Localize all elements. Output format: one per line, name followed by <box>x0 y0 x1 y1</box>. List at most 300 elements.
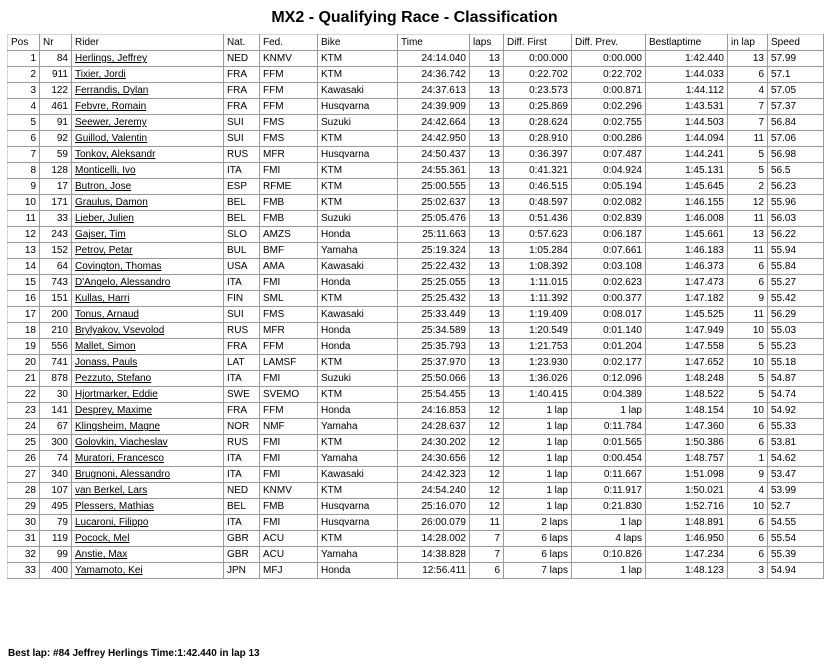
cell-speed: 54.74 <box>768 387 824 403</box>
cell-rider <box>72 339 224 355</box>
cell-diff-first: 0:22.702 <box>504 67 572 83</box>
rider-link[interactable]: Klingsheim, Magne <box>75 421 161 432</box>
cell-nat: RUS <box>224 147 260 163</box>
cell-bestlaptime: 1:47.182 <box>646 291 728 307</box>
column-header-rider: Rider <box>72 35 224 51</box>
cell-bike: Yamaha <box>318 243 398 259</box>
cell-diff-prev: 0:01.565 <box>572 435 646 451</box>
cell-fed: ACU <box>260 547 318 563</box>
column-header-laps: laps <box>470 35 504 51</box>
cell-speed: 56.5 <box>768 163 824 179</box>
cell-diff-first: 1:19.409 <box>504 307 572 323</box>
rider-link[interactable]: Muratori, Francesco <box>75 453 164 464</box>
cell-bike: KTM <box>318 195 398 211</box>
cell-diff-first: 0:46.515 <box>504 179 572 195</box>
table-row <box>8 355 824 371</box>
cell-laps: 7 <box>470 547 504 563</box>
cell-nat: FRA <box>224 99 260 115</box>
table-row <box>8 291 824 307</box>
cell-speed: 55.42 <box>768 291 824 307</box>
cell-diff-first: 1 lap <box>504 467 572 483</box>
table-row <box>8 131 824 147</box>
rider-link[interactable]: Brylyakov, Vsevolod <box>75 325 165 336</box>
rider-link[interactable]: Lieber, Julien <box>75 213 134 224</box>
cell-diff-prev: 0:11.917 <box>572 483 646 499</box>
cell-nat: NOR <box>224 419 260 435</box>
cell-pos: 20 <box>8 355 40 371</box>
cell-rider <box>72 483 224 499</box>
cell-pos: 6 <box>8 131 40 147</box>
cell-nr: 200 <box>40 307 72 323</box>
cell-speed: 55.54 <box>768 531 824 547</box>
cell-time: 25:25.432 <box>398 291 470 307</box>
rider-link[interactable]: D'Angelo, Alessandro <box>75 277 171 288</box>
cell-bike: Honda <box>318 275 398 291</box>
cell-bestlaptime: 1:48.757 <box>646 451 728 467</box>
cell-nat: ITA <box>224 515 260 531</box>
cell-diff-first: 1:36.026 <box>504 371 572 387</box>
cell-nr: 122 <box>40 83 72 99</box>
cell-bestlaptime: 1:47.949 <box>646 323 728 339</box>
cell-bestlaptime: 1:48.891 <box>646 515 728 531</box>
cell-diff-prev: 0:02.177 <box>572 355 646 371</box>
rider-link[interactable]: Tonus, Arnaud <box>75 309 139 320</box>
cell-fed: ACU <box>260 531 318 547</box>
cell-nat: SUI <box>224 131 260 147</box>
cell-rider <box>72 259 224 275</box>
cell-rider <box>72 451 224 467</box>
cell-pos: 18 <box>8 323 40 339</box>
cell-pos: 32 <box>8 547 40 563</box>
cell-diff-prev: 0:01.140 <box>572 323 646 339</box>
cell-rider <box>72 179 224 195</box>
cell-speed: 55.84 <box>768 259 824 275</box>
cell-in-lap: 5 <box>728 371 768 387</box>
cell-bike: Husqvarna <box>318 147 398 163</box>
cell-time: 12:56.411 <box>398 563 470 579</box>
cell-laps: 12 <box>470 403 504 419</box>
cell-rider <box>72 499 224 515</box>
rider-link[interactable]: Yamamoto, Kei <box>75 565 143 576</box>
cell-time: 24:14.040 <box>398 51 470 67</box>
column-header-speed: Speed <box>768 35 824 51</box>
table-row <box>8 307 824 323</box>
cell-fed: FMI <box>260 451 318 467</box>
column-header-nat: Nat. <box>224 35 260 51</box>
cell-in-lap: 11 <box>728 307 768 323</box>
cell-nr: 91 <box>40 115 72 131</box>
cell-time: 25:11.663 <box>398 227 470 243</box>
cell-nat: ITA <box>224 163 260 179</box>
cell-nat: SLO <box>224 227 260 243</box>
cell-pos: 21 <box>8 371 40 387</box>
cell-bike: Yamaha <box>318 547 398 563</box>
cell-in-lap: 10 <box>728 355 768 371</box>
classification-table <box>7 34 824 579</box>
cell-speed: 56.03 <box>768 211 824 227</box>
cell-diff-prev: 0:11.667 <box>572 467 646 483</box>
table-row <box>8 195 824 211</box>
cell-bestlaptime: 1:47.234 <box>646 547 728 563</box>
cell-fed: FMI <box>260 163 318 179</box>
cell-nat: JPN <box>224 563 260 579</box>
cell-bestlaptime: 1:44.241 <box>646 147 728 163</box>
cell-pos: 19 <box>8 339 40 355</box>
cell-time: 25:19.324 <box>398 243 470 259</box>
table-row <box>8 115 824 131</box>
cell-time: 24:28.637 <box>398 419 470 435</box>
cell-nr: 74 <box>40 451 72 467</box>
rider-link[interactable]: Hjortmarker, Eddie <box>75 389 158 400</box>
cell-diff-prev: 0:22.702 <box>572 67 646 83</box>
rider-link[interactable]: Monticelli, Ivo <box>75 165 136 176</box>
cell-rider <box>72 131 224 147</box>
cell-speed: 54.55 <box>768 515 824 531</box>
cell-time: 14:38.828 <box>398 547 470 563</box>
table-row <box>8 51 824 67</box>
cell-fed: SVEMO <box>260 387 318 403</box>
cell-diff-prev: 0:07.487 <box>572 147 646 163</box>
cell-pos: 10 <box>8 195 40 211</box>
cell-laps: 13 <box>470 339 504 355</box>
rider-link[interactable]: van Berkel, Lars <box>75 485 148 496</box>
cell-nr: 340 <box>40 467 72 483</box>
cell-in-lap: 4 <box>728 83 768 99</box>
rider-link[interactable]: Seewer, Jeremy <box>75 117 147 128</box>
cell-bestlaptime: 1:50.021 <box>646 483 728 499</box>
cell-pos: 15 <box>8 275 40 291</box>
rider-link[interactable]: Golovkin, Viacheslav <box>75 437 168 448</box>
cell-fed: FMI <box>260 435 318 451</box>
cell-time: 24:39.909 <box>398 99 470 115</box>
rider-link[interactable]: Graulus, Damon <box>75 197 148 208</box>
cell-diff-prev: 0:00.454 <box>572 451 646 467</box>
cell-bestlaptime: 1:44.094 <box>646 131 728 147</box>
cell-diff-first: 1 lap <box>504 451 572 467</box>
table-row <box>8 67 824 83</box>
cell-nr: 243 <box>40 227 72 243</box>
cell-in-lap: 12 <box>728 195 768 211</box>
cell-rider <box>72 163 224 179</box>
cell-diff-first: 0:28.624 <box>504 115 572 131</box>
cell-bestlaptime: 1:47.652 <box>646 355 728 371</box>
cell-nat: BUL <box>224 243 260 259</box>
cell-nat: BEL <box>224 211 260 227</box>
rider-link[interactable]: Kullas, Harri <box>75 293 130 304</box>
column-header-fed: Fed. <box>260 35 318 51</box>
cell-speed: 53.47 <box>768 467 824 483</box>
column-header-in-lap: in lap <box>728 35 768 51</box>
table-row <box>8 419 824 435</box>
cell-bestlaptime: 1:45.645 <box>646 179 728 195</box>
cell-diff-prev: 0:00.000 <box>572 51 646 67</box>
cell-nat: RUS <box>224 323 260 339</box>
cell-diff-first: 1 lap <box>504 483 572 499</box>
cell-in-lap: 9 <box>728 291 768 307</box>
cell-in-lap: 6 <box>728 67 768 83</box>
cell-bike: KTM <box>318 67 398 83</box>
cell-diff-prev: 0:00.871 <box>572 83 646 99</box>
cell-speed: 57.37 <box>768 99 824 115</box>
cell-laps: 13 <box>470 99 504 115</box>
cell-bike: KTM <box>318 131 398 147</box>
cell-in-lap: 5 <box>728 387 768 403</box>
cell-bestlaptime: 1:48.123 <box>646 563 728 579</box>
cell-laps: 13 <box>470 323 504 339</box>
cell-bike: Husqvarna <box>318 499 398 515</box>
cell-fed: FMB <box>260 211 318 227</box>
cell-rider <box>72 211 224 227</box>
column-header-diff-prev: Diff. Prev. <box>572 35 646 51</box>
cell-nat: ITA <box>224 467 260 483</box>
table-row <box>8 435 824 451</box>
cell-diff-prev: 0:04.924 <box>572 163 646 179</box>
cell-pos: 14 <box>8 259 40 275</box>
cell-diff-prev: 0:00.377 <box>572 291 646 307</box>
cell-bestlaptime: 1:45.525 <box>646 307 728 323</box>
rider-link[interactable]: Guillod, Valentin <box>75 133 148 144</box>
cell-diff-prev: 0:02.296 <box>572 99 646 115</box>
cell-diff-first: 2 laps <box>504 515 572 531</box>
cell-diff-first: 0:48.597 <box>504 195 572 211</box>
column-header-time: Time <box>398 35 470 51</box>
table-row <box>8 179 824 195</box>
cell-fed: FMB <box>260 499 318 515</box>
rider-link[interactable]: Pocock, Mel <box>75 533 130 544</box>
rider-link[interactable]: Covington, Thomas <box>75 261 162 272</box>
rider-link[interactable]: Gajser, Tim <box>75 229 126 240</box>
cell-diff-prev: 1 lap <box>572 515 646 531</box>
cell-pos: 2 <box>8 67 40 83</box>
cell-bestlaptime: 1:52.716 <box>646 499 728 515</box>
cell-nr: 741 <box>40 355 72 371</box>
cell-nr: 30 <box>40 387 72 403</box>
cell-time: 24:30.202 <box>398 435 470 451</box>
cell-pos: 28 <box>8 483 40 499</box>
rider-link[interactable]: Tixier, Jordi <box>75 69 126 80</box>
cell-bestlaptime: 1:50.386 <box>646 435 728 451</box>
cell-diff-first: 0:51.436 <box>504 211 572 227</box>
cell-rider <box>72 227 224 243</box>
cell-in-lap: 10 <box>728 403 768 419</box>
cell-fed: AMZS <box>260 227 318 243</box>
cell-nr: 141 <box>40 403 72 419</box>
rider-link[interactable]: Desprey, Maxime <box>75 405 153 416</box>
cell-laps: 12 <box>470 499 504 515</box>
cell-diff-first: 1:08.392 <box>504 259 572 275</box>
cell-pos: 4 <box>8 99 40 115</box>
cell-speed: 56.84 <box>768 115 824 131</box>
cell-nat: ITA <box>224 275 260 291</box>
cell-rider <box>72 83 224 99</box>
rider-link[interactable]: Petrov, Petar <box>75 245 133 256</box>
cell-time: 24:42.323 <box>398 467 470 483</box>
cell-bestlaptime: 1:44.503 <box>646 115 728 131</box>
cell-pos: 31 <box>8 531 40 547</box>
cell-fed: FFM <box>260 99 318 115</box>
table-row <box>8 259 824 275</box>
cell-fed: FFM <box>260 403 318 419</box>
cell-rider <box>72 371 224 387</box>
cell-bike: KTM <box>318 531 398 547</box>
table-row <box>8 483 824 499</box>
cell-bike: KTM <box>318 163 398 179</box>
cell-bike: Honda <box>318 563 398 579</box>
rider-link[interactable]: Tonkov, Aleksandr <box>75 149 156 160</box>
table-row <box>8 547 824 563</box>
cell-diff-prev: 0:05.194 <box>572 179 646 195</box>
page-title: MX2 - Qualifying Race - Classification <box>271 9 558 26</box>
cell-diff-first: 1:05.284 <box>504 243 572 259</box>
cell-fed: SML <box>260 291 318 307</box>
cell-bike: KTM <box>318 387 398 403</box>
cell-diff-first: 1:23.930 <box>504 355 572 371</box>
cell-speed: 55.18 <box>768 355 824 371</box>
rider-link[interactable]: Jonass, Pauls <box>75 357 138 368</box>
cell-in-lap: 2 <box>728 179 768 195</box>
rider-link[interactable]: Febvre, Romain <box>75 101 147 112</box>
cell-laps: 13 <box>470 147 504 163</box>
cell-nr: 99 <box>40 547 72 563</box>
cell-pos: 27 <box>8 467 40 483</box>
cell-nr: 210 <box>40 323 72 339</box>
cell-fed: FMS <box>260 307 318 323</box>
cell-pos: 17 <box>8 307 40 323</box>
cell-diff-prev: 1 lap <box>572 403 646 419</box>
cell-diff-first: 0:23.573 <box>504 83 572 99</box>
cell-nat: SUI <box>224 307 260 323</box>
cell-speed: 55.33 <box>768 419 824 435</box>
cell-laps: 13 <box>470 387 504 403</box>
cell-bike: KTM <box>318 483 398 499</box>
cell-rider <box>72 51 224 67</box>
table-row <box>8 531 824 547</box>
cell-bike: KTM <box>318 51 398 67</box>
cell-bike: Husqvarna <box>318 99 398 115</box>
cell-laps: 12 <box>470 419 504 435</box>
cell-in-lap: 5 <box>728 147 768 163</box>
cell-diff-prev: 0:04.389 <box>572 387 646 403</box>
cell-time: 25:22.432 <box>398 259 470 275</box>
cell-diff-prev: 0:01.204 <box>572 339 646 355</box>
rider-link[interactable]: Pezzuto, Stefano <box>75 373 152 384</box>
cell-nat: USA <box>224 259 260 275</box>
cell-diff-prev: 0:02.755 <box>572 115 646 131</box>
rider-link[interactable]: Brugnoni, Alessandro <box>75 469 171 480</box>
cell-nr: 495 <box>40 499 72 515</box>
table-row <box>8 211 824 227</box>
cell-bestlaptime: 1:46.155 <box>646 195 728 211</box>
cell-pos: 13 <box>8 243 40 259</box>
cell-bestlaptime: 1:47.360 <box>646 419 728 435</box>
cell-fed: RFME <box>260 179 318 195</box>
cell-speed: 56.22 <box>768 227 824 243</box>
best-lap-summary: Best lap: #84 Jeffrey Herlings Time:1:42.440 in lap 13 <box>8 648 260 659</box>
cell-rider <box>72 531 224 547</box>
cell-nr: 119 <box>40 531 72 547</box>
cell-in-lap: 11 <box>728 243 768 259</box>
table-header-row <box>8 35 824 51</box>
cell-bike: Yamaha <box>318 419 398 435</box>
cell-time: 25:05.476 <box>398 211 470 227</box>
cell-nr: 171 <box>40 195 72 211</box>
cell-pos: 24 <box>8 419 40 435</box>
cell-nat: BEL <box>224 499 260 515</box>
cell-time: 25:54.455 <box>398 387 470 403</box>
cell-nat: NED <box>224 51 260 67</box>
cell-diff-prev: 0:03.108 <box>572 259 646 275</box>
rider-link[interactable]: Butron, Jose <box>75 181 132 192</box>
cell-diff-first: 1 lap <box>504 403 572 419</box>
rider-link[interactable]: Anstie, Max <box>75 549 128 560</box>
cell-laps: 13 <box>470 179 504 195</box>
rider-link[interactable]: Plessers, Mathias <box>75 501 154 512</box>
rider-link[interactable]: Mallet, Simon <box>75 341 136 352</box>
cell-bike: Suzuki <box>318 115 398 131</box>
cell-nr: 556 <box>40 339 72 355</box>
cell-bike: Kawasaki <box>318 83 398 99</box>
cell-pos: 30 <box>8 515 40 531</box>
rider-link[interactable]: Herlings, Jeffrey <box>75 53 148 64</box>
cell-diff-first: 0:25.869 <box>504 99 572 115</box>
table-row <box>8 323 824 339</box>
rider-link[interactable]: Ferrandis, Dylan <box>75 85 149 96</box>
cell-time: 24:55.361 <box>398 163 470 179</box>
cell-speed: 54.87 <box>768 371 824 387</box>
cell-time: 24:42.664 <box>398 115 470 131</box>
cell-nr: 911 <box>40 67 72 83</box>
cell-in-lap: 6 <box>728 515 768 531</box>
table-row <box>8 467 824 483</box>
cell-diff-prev: 1 lap <box>572 563 646 579</box>
cell-time: 25:25.055 <box>398 275 470 291</box>
rider-link[interactable]: Lucaroni, Filippo <box>75 517 149 528</box>
cell-time: 24:16.853 <box>398 403 470 419</box>
table-row <box>8 515 824 531</box>
cell-fed: FMB <box>260 195 318 211</box>
cell-bestlaptime: 1:47.473 <box>646 275 728 291</box>
cell-laps: 13 <box>470 307 504 323</box>
cell-bestlaptime: 1:44.112 <box>646 83 728 99</box>
cell-in-lap: 5 <box>728 339 768 355</box>
cell-nr: 300 <box>40 435 72 451</box>
cell-bestlaptime: 1:46.008 <box>646 211 728 227</box>
cell-diff-first: 0:57.623 <box>504 227 572 243</box>
table-row <box>8 563 824 579</box>
cell-laps: 13 <box>470 115 504 131</box>
cell-speed: 56.98 <box>768 147 824 163</box>
cell-bike: Honda <box>318 403 398 419</box>
cell-laps: 12 <box>470 483 504 499</box>
cell-in-lap: 6 <box>728 547 768 563</box>
cell-laps: 12 <box>470 451 504 467</box>
cell-bestlaptime: 1:51.098 <box>646 467 728 483</box>
cell-diff-prev: 0:02.839 <box>572 211 646 227</box>
table-row <box>8 451 824 467</box>
cell-rider <box>72 515 224 531</box>
cell-rider <box>72 563 224 579</box>
cell-diff-prev: 0:02.623 <box>572 275 646 291</box>
cell-nat: ESP <box>224 179 260 195</box>
cell-rider <box>72 99 224 115</box>
cell-speed: 57.06 <box>768 131 824 147</box>
cell-laps: 13 <box>470 211 504 227</box>
cell-nat: FRA <box>224 67 260 83</box>
cell-rider <box>72 467 224 483</box>
table-row <box>8 83 824 99</box>
cell-diff-first: 1:21.753 <box>504 339 572 355</box>
cell-laps: 6 <box>470 563 504 579</box>
